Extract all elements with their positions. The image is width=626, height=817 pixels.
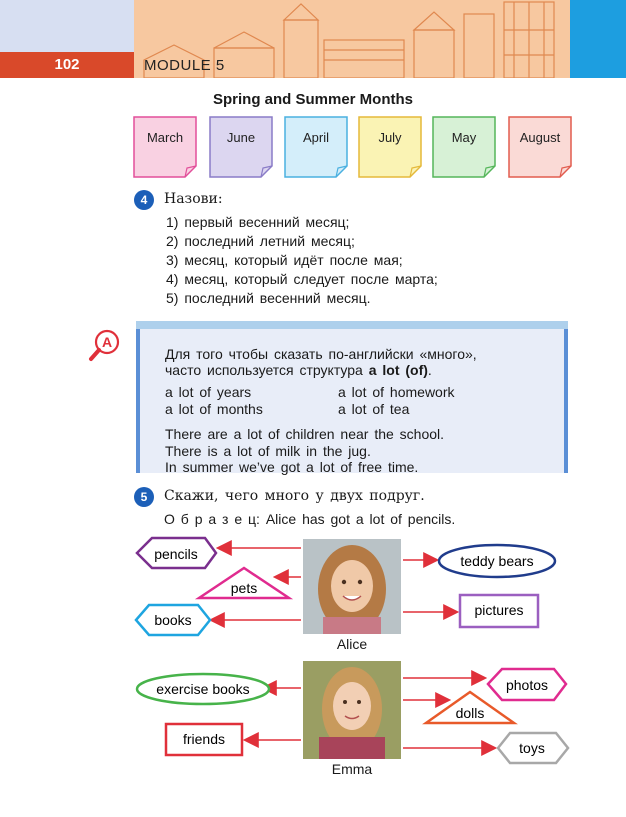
word-pets: pets [230,580,258,596]
month-label: June [226,130,256,145]
list-item: 4) месяц, который следует после марта; [166,271,438,287]
list-item: 1) первый весенний месяц; [166,214,350,230]
month-label: April [302,130,329,145]
exercise-heading: Скажи, чего много у двух подруг. [164,488,425,504]
example-phrase: a lot of months [165,401,263,417]
word-photos: photos [505,677,549,693]
word-teddy-bears: teddy bears [460,553,534,569]
sample-prefix: О б р а з е ц: [164,511,260,527]
month-label: March [146,130,184,145]
word-dolls: dolls [455,705,485,721]
list-item: 2) последний летний месяц; [166,233,355,249]
example-phrase: a lot of homework [338,384,455,400]
word-pencils: pencils [154,546,198,562]
rule-line-2-end: . [427,362,432,378]
grammar-badge-letter: A [101,334,113,350]
rule-line-2-text: часто используется структура [165,362,363,378]
emma-name: Emma [331,761,373,777]
list-item: 3) месяц, который идёт после мая; [166,252,403,268]
page-number: 102 [54,56,80,73]
word-pictures: pictures [474,602,524,618]
rule-line-1: Для того чтобы сказать по-английски «много», [165,346,477,362]
example-sentence: There are a lot of children near the school. [165,426,445,442]
sample-text: Alice has got a lot of pencils. [265,511,456,527]
example-phrase: a lot of tea [338,401,410,417]
example-phrase: a lot of years [165,384,252,400]
word-toys: toys [519,740,545,756]
word-friends: friends [182,731,226,747]
list-item: 5) последний весенний месяц. [166,290,371,306]
example-sentence: In summer we’ve got a lot of free time. [165,459,419,475]
month-label: July [378,130,402,145]
month-label: August [519,130,561,145]
example-sentence: There is a lot of milk in the jug. [165,443,371,459]
page-title: Spring and Summer Months [212,91,413,108]
exercise-number-badge: 5 [134,487,154,507]
month-label: May [451,130,477,145]
module-label: MODULE 5 [144,57,225,74]
word-exercise-books: exercise books [156,681,250,697]
alice-name: Alice [336,636,368,652]
exercise-number-badge: 4 [134,190,154,210]
rule-structure: a lot (of) [368,362,428,378]
word-books: books [154,612,192,628]
exercise-heading: Назови: [164,191,223,207]
